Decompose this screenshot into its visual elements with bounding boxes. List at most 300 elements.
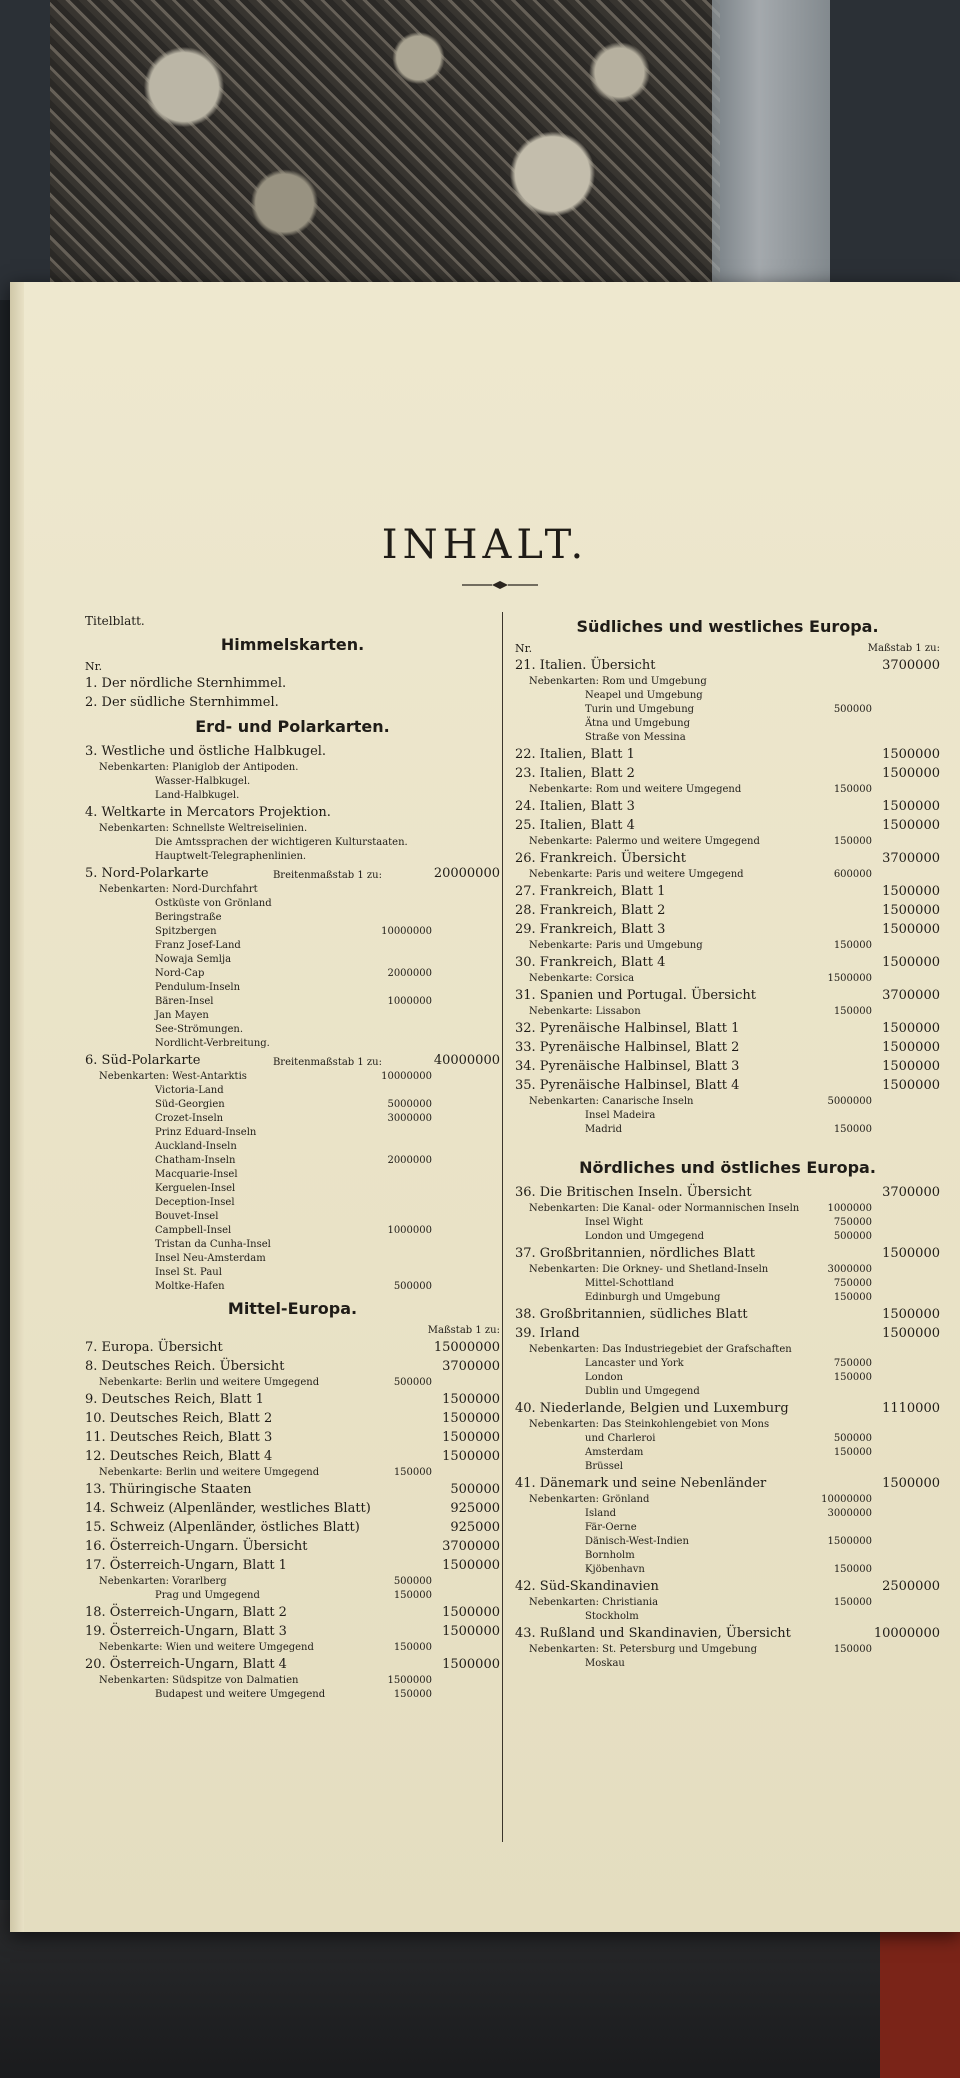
toc-entry-label: 39. Irland xyxy=(515,1326,580,1341)
sub-entry-scale: 1500000 xyxy=(827,1536,872,1547)
toc-entry-label: 30. Frankreich, Blatt 4 xyxy=(515,955,666,970)
himmel-entry-label: 2. Der südliche Sternhimmel. xyxy=(85,695,279,710)
sub-entry xyxy=(515,1263,940,1277)
sub-entry-scale: 150000 xyxy=(833,836,872,847)
toc-entry xyxy=(515,745,940,764)
toc-entry-label: 8. Deutsches Reich. Übersicht xyxy=(85,1359,285,1374)
sub-entry xyxy=(515,1549,940,1563)
toc-entry-scale: 1500000 xyxy=(442,1449,500,1464)
column-divider xyxy=(502,612,503,1842)
sub-entry xyxy=(85,1210,500,1224)
toc-entry xyxy=(85,1409,500,1428)
sub-entry xyxy=(515,1657,940,1671)
sub-entry-name: Nebenkarten: Die Orkney- und Shetland-Inseln xyxy=(529,1264,769,1275)
sub-entry-scale: 2000000 xyxy=(387,1155,432,1166)
sub-entry-name: Insel Madeira xyxy=(585,1110,656,1121)
sub-entry-scale: 5000000 xyxy=(387,1099,432,1110)
toc-entry-label: 7. Europa. Übersicht xyxy=(85,1340,223,1355)
toc-entry-scale: 1500000 xyxy=(882,818,940,833)
toc-entry xyxy=(85,1480,500,1499)
sub-entry xyxy=(85,939,500,953)
sub-entry-name: Victoria-Land xyxy=(155,1085,224,1096)
toc-entry-label: 36. Die Britischen Inseln. Übersicht xyxy=(515,1185,752,1200)
sub-entry-scale: 150000 xyxy=(833,1644,872,1655)
sub-entry xyxy=(515,835,940,849)
toc-entry xyxy=(515,882,940,901)
entry-6-scale: 40000000 xyxy=(433,1053,500,1068)
toc-entry-scale: 1500000 xyxy=(882,884,940,899)
sub-entry-name: Franz Josef-Land xyxy=(155,940,241,951)
sub-entry xyxy=(515,868,940,882)
sub-entry xyxy=(85,1376,500,1390)
sub-entry-name: Nebenkarten: Canarische Inseln xyxy=(529,1096,694,1107)
sued-list xyxy=(515,656,940,1137)
sub-entry-name: Nord-Cap xyxy=(155,968,205,979)
toc-entry xyxy=(85,1537,500,1556)
sub-entry-name: Chatham-Inseln xyxy=(155,1155,236,1166)
sub-entry xyxy=(85,1168,500,1182)
right-scale-label: Maßstab 1 zu: xyxy=(867,643,940,654)
sub-entry-name: Deception-Insel xyxy=(155,1197,235,1208)
himmelskarten-heading: Himmelskarten. xyxy=(220,635,365,654)
sub-entry xyxy=(515,1109,940,1123)
sub-entry xyxy=(515,1535,940,1549)
sued-heading: Südliches und westliches Europa. xyxy=(576,617,879,636)
himmel-entry xyxy=(85,674,500,693)
toc-entry xyxy=(515,1399,940,1418)
himmel-entry-label: 1. Der nördliche Sternhimmel. xyxy=(85,676,287,691)
sub-entry-name: Mittel-Schottland xyxy=(585,1278,674,1289)
toc-entry-scale: 1500000 xyxy=(882,903,940,918)
sub-entry-scale: 150000 xyxy=(393,1642,432,1653)
sub-entry-scale: 150000 xyxy=(833,1124,872,1135)
sub-entry-scale: 500000 xyxy=(393,1377,432,1388)
toc-entry xyxy=(515,1019,940,1038)
toc-entry xyxy=(515,797,940,816)
sub-entry-name: Crozet-Inseln xyxy=(155,1113,224,1124)
mittel-list xyxy=(85,1338,500,1702)
sub-entry-name: Moskau xyxy=(585,1658,625,1669)
sub-entry: Die Amtssprachen der wichtigeren Kulturstaaten. xyxy=(155,837,408,848)
sub-entry-scale: 10000000 xyxy=(821,1494,872,1505)
sub-entry-scale: 150000 xyxy=(833,1292,872,1303)
toc-entry-label: 23. Italien, Blatt 2 xyxy=(515,766,635,781)
toc-entry xyxy=(515,1577,940,1596)
entry-5-scale-label: Breitenmaßstab 1 zu: xyxy=(272,870,382,881)
sub-entry-name: Nebenkarten: Vorarlberg xyxy=(99,1576,227,1587)
toc-entry-label: 22. Italien, Blatt 1 xyxy=(515,747,635,762)
toc-entry-label: 21. Italien. Übersicht xyxy=(515,658,656,673)
sub-entry xyxy=(515,1343,940,1357)
nord-heading: Nördliches und östliches Europa. xyxy=(579,1158,876,1177)
sub-entry-name: Nebenkarten: Grönland xyxy=(529,1494,650,1505)
toc-entry-scale: 10000000 xyxy=(873,1626,940,1641)
sub-entry-scale: 150000 xyxy=(833,940,872,951)
sub-entry xyxy=(85,1182,500,1196)
toc-entry-scale: 1500000 xyxy=(882,1246,940,1261)
toc-entry xyxy=(515,1324,940,1343)
sub-entry xyxy=(85,911,500,925)
sub-entry xyxy=(85,1224,500,1238)
toc-entry-scale: 1500000 xyxy=(882,922,940,937)
toc-entry-scale: 1500000 xyxy=(882,766,940,781)
toc-entry xyxy=(515,1183,940,1202)
toc-entry-scale: 3700000 xyxy=(882,988,940,1003)
sub-entry xyxy=(515,1385,940,1399)
toc-entry xyxy=(85,1622,500,1641)
toc-entry-label: 25. Italien, Blatt 4 xyxy=(515,818,635,833)
sub-entry xyxy=(515,1005,940,1019)
toc-entry xyxy=(515,656,940,675)
sub-entry xyxy=(85,995,500,1009)
sub-entry xyxy=(515,731,940,745)
toc-entry-label: 13. Thüringische Staaten xyxy=(85,1482,252,1497)
sub-entry-name: Dänisch-West-Indien xyxy=(585,1536,689,1547)
toc-entry-scale: 3700000 xyxy=(882,1185,940,1200)
sub-entry-name: Amsterdam xyxy=(585,1447,644,1458)
sub-entry-name: Nebenkarte: Berlin und weitere Umgegend xyxy=(99,1467,320,1478)
sub-entry-name: Nebenkarte: Paris und Umgebung xyxy=(529,940,703,951)
sub-entry-name: Lancaster und York xyxy=(585,1358,684,1369)
toc-entry-label: 34. Pyrenäische Halbinsel, Blatt 3 xyxy=(515,1059,740,1074)
sub-entry xyxy=(85,883,500,897)
toc-entry xyxy=(85,1357,500,1376)
toc-entry xyxy=(85,1390,500,1409)
sub-entry-scale: 150000 xyxy=(833,1447,872,1458)
sub-entry-name: See-Strömungen. xyxy=(155,1024,244,1035)
entry-3: 3. Westliche und östliche Halbkugel. xyxy=(85,744,327,759)
toc-entry xyxy=(515,1057,940,1076)
himmel-entry xyxy=(85,693,500,712)
toc-entry xyxy=(515,1244,940,1263)
sub-entry-name: London xyxy=(585,1372,623,1383)
sub-entry-name: Kjöbenhavn xyxy=(585,1564,645,1575)
toc-entry-scale: 500000 xyxy=(450,1482,500,1497)
toc-entry xyxy=(85,1499,500,1518)
sub-entry-scale: 150000 xyxy=(833,784,872,795)
toc-entry-scale: 1500000 xyxy=(882,1476,940,1491)
sub-entry xyxy=(515,1371,940,1385)
sub-entry-name: Nebenkarten: Die Kanal- oder Normannischen Inseln xyxy=(529,1203,800,1214)
sub-entry xyxy=(85,1589,500,1603)
toc-entry-scale: 1500000 xyxy=(442,1558,500,1573)
sub-entry xyxy=(515,689,940,703)
sub-entry-name: Insel Wight xyxy=(585,1217,643,1228)
entry-6-scale-label: Breitenmaßstab 1 zu: xyxy=(272,1057,382,1068)
sub-entry-name: Nebenkarte: Berlin und weitere Umgegend xyxy=(99,1377,320,1388)
toc-entry-label: 31. Spanien und Portugal. Übersicht xyxy=(515,988,756,1003)
toc-entry-label: 33. Pyrenäische Halbinsel, Blatt 2 xyxy=(515,1040,740,1055)
toc-entry-label: 32. Pyrenäische Halbinsel, Blatt 1 xyxy=(515,1021,740,1036)
toc-entry-label: 12. Deutsches Reich, Blatt 4 xyxy=(85,1449,273,1464)
sub-entry-scale: 750000 xyxy=(833,1358,872,1369)
sub-entry-name: Moltke-Hafen xyxy=(155,1281,225,1292)
sub-entry-scale: 10000000 xyxy=(381,1071,432,1082)
sub-entry xyxy=(85,1140,500,1154)
sub-entry-name: Dublin und Umgegend xyxy=(585,1386,700,1397)
sub-entry xyxy=(85,1126,500,1140)
sub-entry xyxy=(515,1357,940,1371)
sub-entry xyxy=(85,1641,500,1655)
sub-entry xyxy=(85,981,500,995)
sub-entry-name: Süd-Georgien xyxy=(155,1099,225,1110)
sub-entry-scale: 10000000 xyxy=(381,926,432,937)
sub-entry xyxy=(515,1563,940,1577)
entry-4-subs xyxy=(85,822,500,864)
sub-entry-name: Nowaja Semlja xyxy=(155,954,232,965)
sub-entry xyxy=(515,703,940,717)
toc-entry-label: 11. Deutsches Reich, Blatt 3 xyxy=(85,1430,273,1445)
sub-entry xyxy=(515,1418,940,1432)
toc-entry xyxy=(515,816,940,835)
right-column xyxy=(515,612,940,1671)
sub-entry xyxy=(515,1432,940,1446)
sub-entry-name: Nebenkarte: Paris und weitere Umgegend xyxy=(529,869,744,880)
toc-entry xyxy=(515,1038,940,1057)
sub-entry xyxy=(515,717,940,731)
sub-entry-name: Ätna und Umgebung xyxy=(585,718,691,729)
sub-entry-scale: 1000000 xyxy=(387,996,432,1007)
sub-entry-name: Stockholm xyxy=(585,1611,639,1622)
toc-entry xyxy=(85,1556,500,1575)
sub-entry xyxy=(515,972,940,986)
sub-entry-scale: 3000000 xyxy=(827,1264,872,1275)
toc-entry-label: 42. Süd-Skandinavien xyxy=(515,1579,659,1594)
toc-entry-label: 17. Österreich-Ungarn, Blatt 1 xyxy=(85,1558,287,1573)
sub-entry-name: Tristan da Cunha-Insel xyxy=(155,1239,271,1250)
sub-entry xyxy=(85,1674,500,1688)
toc-entry xyxy=(515,953,940,972)
toc-entry xyxy=(85,1655,500,1674)
title-ornament-icon xyxy=(462,580,538,590)
sub-entry-name: Campbell-Insel xyxy=(155,1225,232,1236)
sub-entry xyxy=(85,1009,500,1023)
sub-entry xyxy=(85,1112,500,1126)
entry-4: 4. Weltkarte in Mercators Projektion. xyxy=(85,805,331,820)
sub-entry xyxy=(85,1084,500,1098)
toc-entry-scale: 15000000 xyxy=(433,1340,500,1355)
toc-entry-label: 10. Deutsches Reich, Blatt 2 xyxy=(85,1411,273,1426)
toc-entry-label: 35. Pyrenäische Halbinsel, Blatt 4 xyxy=(515,1078,740,1093)
sub-entry-name: Bären-Insel xyxy=(155,996,214,1007)
right-nr-row xyxy=(515,642,940,656)
toc-entry-label: 26. Frankreich. Übersicht xyxy=(515,851,686,866)
sub-entry xyxy=(515,1460,940,1474)
sub-entry xyxy=(85,1037,500,1051)
sub-entry-name: Nebenkarte: Corsica xyxy=(529,973,635,984)
sub-entry-name: Auckland-Inseln xyxy=(155,1141,237,1152)
toc-entry-label: 16. Österreich-Ungarn. Übersicht xyxy=(85,1539,308,1554)
sub-entry: Wasser-Halbkugel. xyxy=(155,776,251,787)
sub-entry-name: Spitzbergen xyxy=(155,926,217,937)
toc-entry-label: 41. Dänemark und seine Nebenländer xyxy=(515,1476,767,1491)
toc-entry-scale: 1500000 xyxy=(882,1307,940,1322)
sub-entry-scale: 1000000 xyxy=(827,1203,872,1214)
sub-entry-scale: 500000 xyxy=(833,1231,872,1242)
sub-entry xyxy=(515,1493,940,1507)
sub-entry-name: Nordlicht-Verbreitung. xyxy=(155,1038,270,1049)
right-nr-label: Nr. xyxy=(515,642,533,655)
toc-entry-scale: 3700000 xyxy=(442,1359,500,1374)
toc-entry-scale: 925000 xyxy=(450,1520,500,1535)
sub-entry-scale: 1500000 xyxy=(827,973,872,984)
sub-entry-name: Nebenkarte: Wien und weitere Umgegend xyxy=(99,1642,314,1653)
sub-entry-name: Bornholm xyxy=(585,1550,635,1561)
left-column xyxy=(85,612,500,1702)
sub-entry-scale: 150000 xyxy=(833,1006,872,1017)
toc-entry xyxy=(515,849,940,868)
sub-entry-name: Straße von Messina xyxy=(585,732,686,743)
sub-entry-name: Kerguelen-Insel xyxy=(155,1183,236,1194)
sub-entry-name: Neapel und Umgebung xyxy=(585,690,703,701)
toc-entry-scale: 3700000 xyxy=(882,658,940,673)
toc-entry xyxy=(515,920,940,939)
sub-entry-scale: 150000 xyxy=(393,1467,432,1478)
sub-entry xyxy=(515,1095,940,1109)
sub-entry xyxy=(515,1507,940,1521)
sub-entry xyxy=(515,1230,940,1244)
sub-entry-name: Fär-Oerne xyxy=(585,1522,637,1533)
sub-entry xyxy=(85,1238,500,1252)
sub-entry-scale: 1500000 xyxy=(387,1675,432,1686)
page-title: INHALT. xyxy=(381,522,589,568)
sub-entry-scale: 150000 xyxy=(833,1597,872,1608)
toc-entry-label: 18. Österreich-Ungarn, Blatt 2 xyxy=(85,1605,287,1620)
toc-entry xyxy=(515,1305,940,1324)
toc-entry-label: 27. Frankreich, Blatt 1 xyxy=(515,884,666,899)
sub-entry-scale: 500000 xyxy=(393,1576,432,1587)
toc-entry xyxy=(85,1338,500,1357)
entry-5-subs xyxy=(85,883,500,1051)
toc-entry-scale: 1500000 xyxy=(442,1411,500,1426)
sub-entry: Nebenkarten: Schnellste Weltreiselinien. xyxy=(99,823,308,834)
sub-entry-scale: 3000000 xyxy=(387,1113,432,1124)
toc-entry-label: 29. Frankreich, Blatt 3 xyxy=(515,922,666,937)
toc-entry-scale: 2500000 xyxy=(882,1579,940,1594)
entry-6-subs xyxy=(85,1070,500,1294)
titelblatt-label: Titelblatt. xyxy=(85,614,145,628)
sub-entry-scale: 600000 xyxy=(833,869,872,880)
toc-entry-label: 14. Schweiz (Alpenländer, westliches Blatt) xyxy=(85,1501,371,1516)
sub-entry xyxy=(515,1521,940,1535)
toc-entry-label: 43. Rußland und Skandinavien, Übersicht xyxy=(515,1626,791,1641)
sub-entry: Hauptwelt-Telegraphenlinien. xyxy=(155,851,307,862)
toc-entry-label: 19. Österreich-Ungarn, Blatt 3 xyxy=(85,1624,287,1639)
sub-entry xyxy=(85,1266,500,1280)
toc-entry-label: 24. Italien, Blatt 3 xyxy=(515,799,635,814)
toc-entry xyxy=(515,1624,940,1643)
mittel-heading: Mittel-Europa. xyxy=(227,1299,358,1318)
sub-entry-name: Budapest und weitere Umgegend xyxy=(155,1689,326,1700)
sub-entry xyxy=(515,783,940,797)
sub-entry xyxy=(85,1252,500,1266)
sub-entry xyxy=(85,1688,500,1702)
sub-entry xyxy=(515,1596,940,1610)
sub-entry-name: Brüssel xyxy=(585,1461,623,1472)
sub-entry-scale: 1000000 xyxy=(387,1225,432,1236)
sub-entry-scale: 750000 xyxy=(833,1217,872,1228)
sub-entry-name: Insel Neu-Amsterdam xyxy=(155,1253,266,1264)
toc-entry-scale: 1500000 xyxy=(442,1392,500,1407)
toc-entry-scale: 1500000 xyxy=(882,1021,940,1036)
sub-entry-name: Prag und Umgegend xyxy=(155,1590,260,1601)
sub-entry-name: Edinburgh und Umgebung xyxy=(585,1292,721,1303)
sub-entry xyxy=(85,1196,500,1210)
sub-entry xyxy=(85,1466,500,1480)
sub-entry-name: Pendulum-Inseln xyxy=(155,982,241,993)
sub-entry-name: Ostküste von Grönland xyxy=(155,898,272,909)
sub-entry xyxy=(85,1098,500,1112)
toc-entry-scale: 1500000 xyxy=(442,1624,500,1639)
sub-entry xyxy=(85,953,500,967)
sub-entry-name: Nebenkarten: Südspitze von Dalmatien xyxy=(99,1675,299,1686)
toc-entry-scale: 925000 xyxy=(450,1501,500,1516)
sub-entry xyxy=(85,967,500,981)
sub-entry xyxy=(85,925,500,939)
entry-5-scale: 20000000 xyxy=(433,866,500,881)
sub-entry-name: Beringstraße xyxy=(155,912,222,923)
sub-entry xyxy=(85,1070,500,1084)
toc-entry-scale: 1500000 xyxy=(442,1605,500,1620)
toc-entry-label: 37. Großbritannien, nördliches Blatt xyxy=(515,1246,755,1261)
toc-entry-label: 20. Österreich-Ungarn, Blatt 4 xyxy=(85,1657,287,1672)
toc-entry xyxy=(515,1474,940,1493)
sub-entry-name: Jan Mayen xyxy=(155,1010,209,1021)
toc-entry-label: 40. Niederlande, Belgien und Luxemburg xyxy=(515,1401,789,1416)
entry-5: 5. Nord-Polarkarte Breitenmaßstab 1 zu: 20000000 xyxy=(85,864,500,883)
toc-entry-label: 28. Frankreich, Blatt 2 xyxy=(515,903,666,918)
sub-entry-scale: 750000 xyxy=(833,1278,872,1289)
toc-entry-scale: 1500000 xyxy=(442,1430,500,1445)
sub-entry xyxy=(515,939,940,953)
toc-entry-scale: 3700000 xyxy=(442,1539,500,1554)
toc-entry-scale: 1500000 xyxy=(882,1326,940,1341)
entry-3-subs xyxy=(85,761,500,803)
entry-6: 6. Süd-Polarkarte Breitenmaßstab 1 zu: 40000000 xyxy=(85,1051,500,1070)
sub-entry xyxy=(85,1154,500,1168)
nord-list xyxy=(515,1183,940,1671)
sub-entry-name: Nebenkarte: Rom und weitere Umgegend xyxy=(529,784,742,795)
sub-entry-name: Prinz Eduard-Inseln xyxy=(155,1127,257,1138)
sub-entry-scale: 500000 xyxy=(833,1433,872,1444)
toc-entry xyxy=(515,986,940,1005)
sub-entry xyxy=(515,1216,940,1230)
sub-entry-scale: 150000 xyxy=(393,1590,432,1601)
toc-entry xyxy=(85,1447,500,1466)
himmel-list xyxy=(85,674,500,712)
toc-entry-scale: 1500000 xyxy=(442,1657,500,1672)
sub-entry-scale: 3000000 xyxy=(827,1508,872,1519)
toc-entry xyxy=(85,1518,500,1537)
sub-entry: Land-Halbkugel. xyxy=(155,790,240,801)
sub-entry-name: Nebenkarten: Das Steinkohlengebiet von Mons xyxy=(529,1419,770,1430)
sub-entry xyxy=(85,1280,500,1294)
toc-entry-scale: 3700000 xyxy=(882,851,940,866)
granite-surface xyxy=(50,0,720,290)
toc-entry-label: 15. Schweiz (Alpenländer, östliches Blatt) xyxy=(85,1520,360,1535)
sub-entry xyxy=(515,675,940,689)
sub-entry xyxy=(85,1575,500,1589)
sub-entry xyxy=(515,1610,940,1624)
toc-entry-scale: 1500000 xyxy=(882,955,940,970)
toc-entry-label: 38. Großbritannien, südliches Blatt xyxy=(515,1307,748,1322)
sub-entry-name: Madrid xyxy=(585,1124,622,1135)
toc-entry xyxy=(85,1428,500,1447)
sub-entry-name: Macquarie-Insel xyxy=(155,1169,238,1180)
sub-entry-name: Nebenkarten: Das Industriegebiet der Grafschaften xyxy=(529,1344,792,1355)
sub-entry xyxy=(515,1291,940,1305)
sub-entry-scale: 2000000 xyxy=(387,968,432,979)
